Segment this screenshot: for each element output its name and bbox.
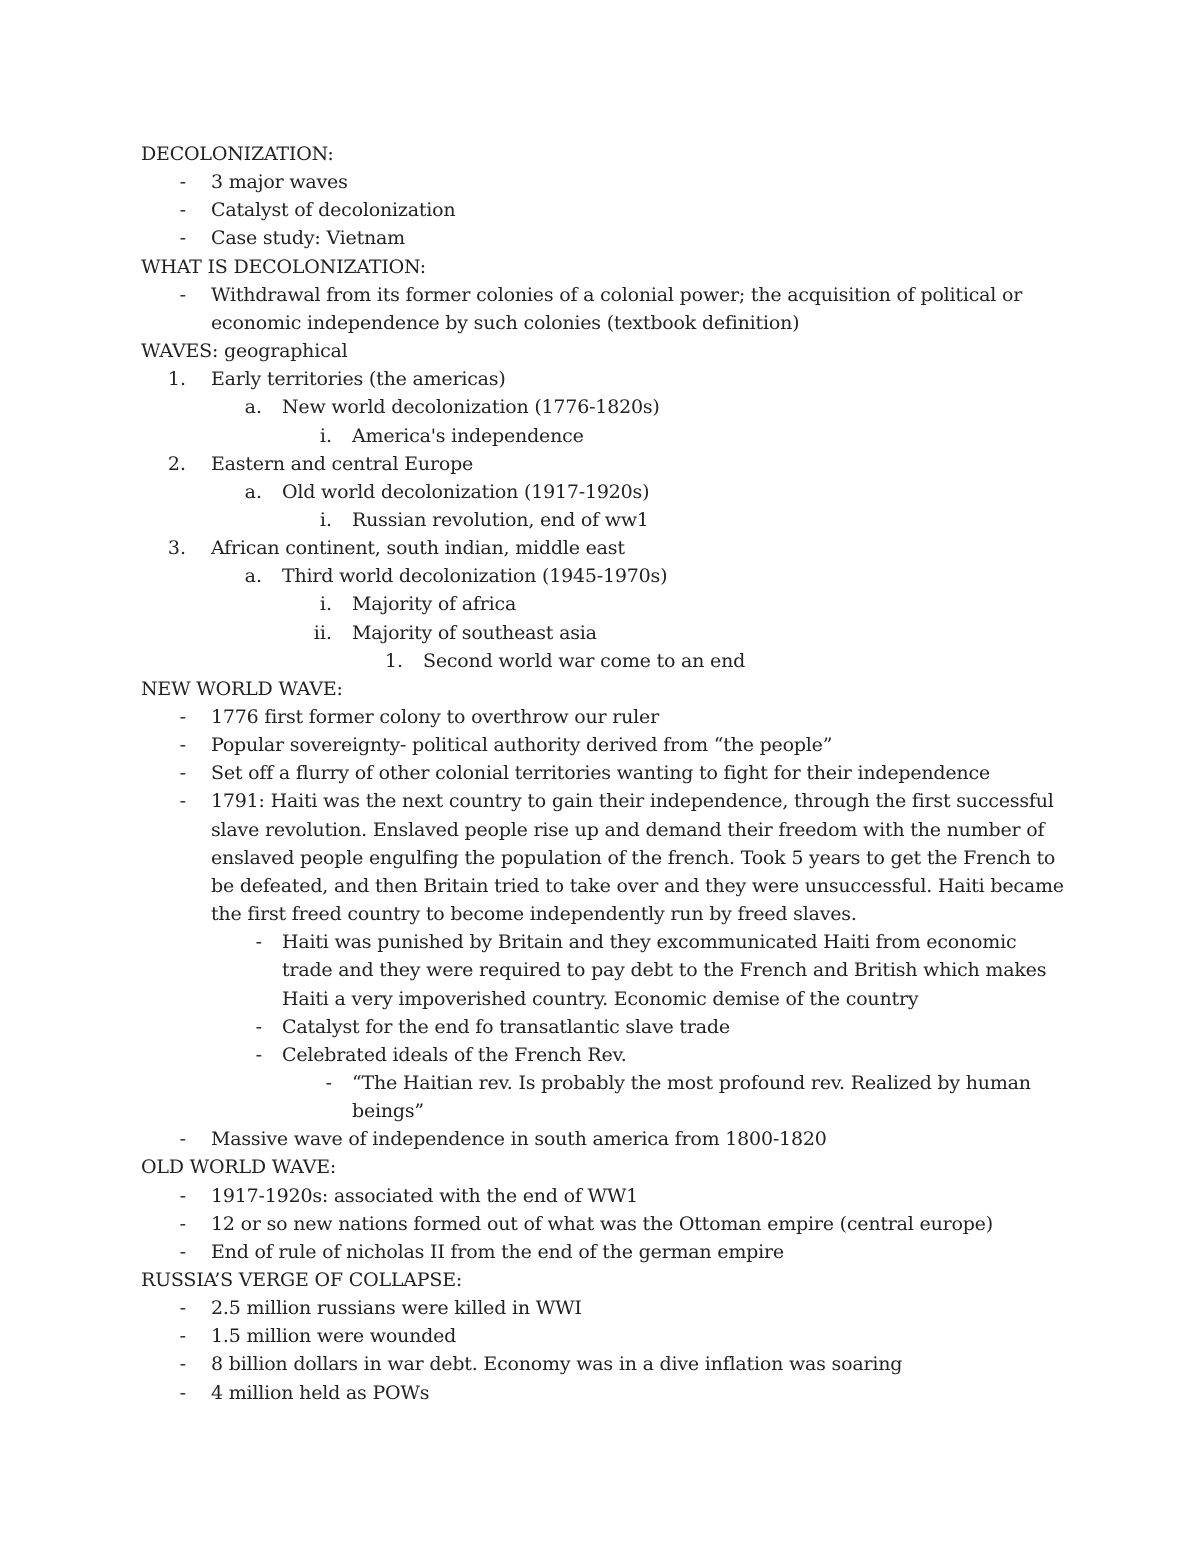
list-item-text: Celebrated ideals of the French Rev.	[282, 1043, 627, 1066]
list-item-text: Early territories (the americas)	[211, 368, 506, 391]
list-item-text: 1776 first former colony to overthrow our ruler	[211, 706, 659, 728]
list-marker: -	[179, 790, 186, 813]
list-marker: -	[179, 762, 186, 785]
list-item-text: Third world decolonization (1945-1970s)	[282, 565, 668, 588]
list-item-text: Popular sovereignty- political authority derived from “the people”	[211, 734, 833, 757]
list-marker: i.	[319, 508, 332, 531]
list-marker: 1.	[167, 368, 186, 391]
list-item-text: trade and they were required to pay debt to the French and British which makes	[282, 959, 1047, 982]
list-item-text: Old world decolonization (1917-1920s)	[282, 480, 650, 503]
list-marker: -	[179, 1212, 186, 1235]
list-item-text: Majority of africa	[352, 593, 517, 616]
list-item-text: Eastern and central Europe	[211, 452, 474, 475]
list-item-text: beings”	[352, 1100, 424, 1123]
list-item-text: Second world war come to an end	[423, 649, 746, 672]
list-marker: -	[179, 1353, 186, 1376]
list-marker: a.	[244, 565, 262, 588]
list-marker: 3.	[167, 537, 186, 560]
list-item-text: Haiti was punished by Britain and they excommunicated Haiti from economic	[282, 931, 1017, 954]
list-marker: 1.	[384, 649, 403, 672]
list-item-text: Haiti a very impoverished country. Economic demise of the country	[282, 987, 919, 1010]
list-item-text: Russian revolution, end of ww1	[352, 508, 649, 531]
list-item-text: 3 major waves	[211, 171, 348, 194]
list-item-text: Set off a flurry of other colonial territories wanting to fight for their independence	[211, 762, 990, 785]
list-marker: -	[179, 1381, 186, 1404]
list-marker: -	[179, 171, 186, 194]
list-marker: 2.	[167, 452, 186, 475]
list-marker: -	[179, 1128, 186, 1151]
list-item-text: Massive wave of independence in south america from 1800-1820	[211, 1128, 827, 1151]
list-item-text: America's independence	[352, 424, 584, 447]
list-marker: -	[325, 1071, 332, 1094]
list-item-text: 1791: Haiti was the next country to gain their independence, through the first successful	[211, 790, 1054, 813]
list-marker: -	[255, 931, 262, 954]
list-marker: -	[179, 199, 186, 222]
section-heading: NEW WORLD WAVE:	[141, 677, 343, 700]
list-marker: -	[179, 283, 186, 306]
list-item-text: 2.5 million russians were killed in WWI	[211, 1297, 582, 1320]
list-marker: -	[255, 1043, 262, 1066]
list-item-text: 1.5 million were wounded	[211, 1325, 457, 1348]
section-heading: RUSSIA’S VERGE OF COLLAPSE:	[141, 1269, 463, 1291]
list-marker: a.	[244, 480, 262, 503]
list-item-text: slave revolution. Enslaved people rise up and demand their freedom with the number of	[211, 818, 1045, 841]
list-item-text: End of rule of nicholas II from the end of the german empire	[211, 1240, 784, 1263]
list-marker: -	[179, 1297, 186, 1320]
list-marker: -	[255, 1015, 262, 1038]
list-item-text: 12 or so new nations formed out of what was the Ottoman empire (central europe)	[211, 1212, 993, 1235]
list-item-text: 1917-1920s: associated with the end of WW1	[211, 1184, 639, 1207]
list-marker: -	[179, 734, 186, 757]
list-marker: i.	[319, 424, 332, 447]
list-marker: i.	[319, 593, 332, 616]
list-item-text: economic independence by such colonies (textbook definition)	[211, 311, 800, 334]
section-heading: DECOLONIZATION:	[141, 143, 334, 165]
section-heading: WHAT IS DECOLONIZATION:	[141, 255, 426, 278]
list-marker: a.	[244, 396, 262, 419]
list-item-text: Catalyst for the end fo transatlantic slave trade	[282, 1015, 730, 1038]
list-marker: -	[179, 706, 186, 728]
list-marker: -	[179, 1240, 186, 1263]
section-heading: WAVES: geographical	[141, 340, 348, 363]
list-item-text: 4 million held as POWs	[211, 1381, 430, 1404]
list-item-text: enslaved people engulfing the population of the french. Took 5 years to get the French to	[211, 846, 1056, 869]
list-marker: -	[179, 1325, 186, 1348]
list-marker: -	[179, 227, 186, 250]
list-item-text: New world decolonization (1776-1820s)	[282, 396, 660, 419]
list-item-text: African continent, south indian, middle east	[211, 537, 625, 560]
list-marker: -	[179, 1184, 186, 1207]
list-item-text: Case study: Vietnam	[211, 227, 405, 250]
list-item-text: Withdrawal from its former colonies of a colonial power; the acquisition of political or	[211, 283, 1023, 306]
list-item-text: 8 billion dollars in war debt. Economy was in a dive inflation was soaring	[211, 1353, 903, 1376]
list-marker: ii.	[313, 621, 332, 644]
list-item-text: be defeated, and then Britain tried to take over and they were unsuccessful. Haiti became	[211, 874, 1064, 897]
list-item-text: Catalyst of decolonization	[211, 199, 456, 222]
list-item-text: Majority of southeast asia	[352, 621, 597, 644]
list-item-text: “The Haitian rev. Is probably the most profound rev. Realized by human	[352, 1071, 1031, 1094]
section-heading: OLD WORLD WAVE:	[141, 1156, 337, 1179]
list-item-text: the first freed country to become independently run by freed slaves.	[211, 903, 857, 926]
